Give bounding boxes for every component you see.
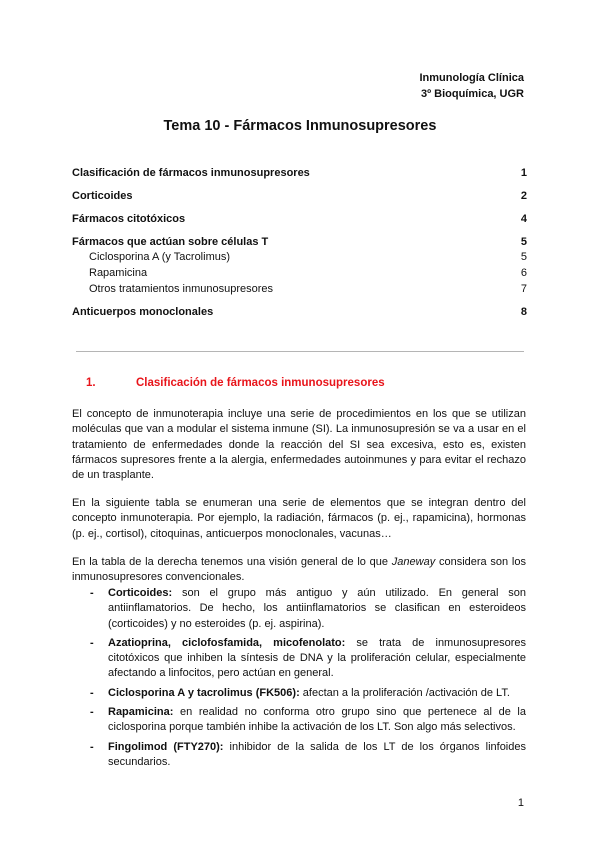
list-item-text: afectan a la proliferación /activación de LT. — [299, 686, 510, 699]
course-year: 3º Bioquímica, UGR — [420, 88, 524, 100]
toc-entry-page: 7 — [520, 283, 527, 295]
toc-entry-page: 5 — [520, 236, 527, 248]
document-title: Tema 10 - Fármacos Inmunosupresores — [163, 118, 437, 134]
bullet-dash: - — [90, 636, 94, 649]
toc-entry-label: Otros tratamientos inmunosupresores — [89, 283, 274, 295]
toc-entry-label: Clasificación de fármacos inmunosupresores — [72, 167, 310, 179]
divider-line — [76, 351, 524, 352]
toc-entry-page: 8 — [520, 306, 527, 318]
toc-entry-label: Corticoides — [72, 190, 133, 202]
toc-entry[interactable] — [72, 306, 527, 318]
list-item-text: se trata de inmunosupresores citotóxicos que inhiben la síntesis de DNA y la proliferación celular, especialmente afectando a linfocitos, pero actúan en general. — [108, 636, 526, 680]
toc-entry[interactable] — [72, 251, 527, 263]
toc-entry-label: Fármacos que actúan sobre células T — [72, 236, 269, 248]
list-item — [72, 636, 526, 682]
toc-entry-page: 2 — [520, 190, 527, 202]
course-name: Inmunología Clínica — [419, 72, 524, 84]
toc-entry[interactable] — [72, 213, 527, 225]
toc-entry[interactable] — [72, 236, 527, 248]
list-item — [72, 705, 526, 736]
section-heading — [86, 377, 385, 389]
list-item-term: Azatioprina, ciclofosfamida, micofenolato: — [108, 636, 346, 649]
drug-list — [72, 586, 526, 774]
course-header — [419, 70, 524, 102]
page-number: 1 — [517, 797, 524, 809]
list-item-term: Ciclosporina A y tacrolimus (FK506): — [108, 686, 300, 699]
bullet-dash: - — [90, 686, 94, 699]
list-item — [72, 740, 526, 771]
toc-entry-page: 5 — [520, 251, 527, 263]
bullet-dash: - — [90, 587, 94, 599]
paragraph-table-desc: En la siguiente tabla se enumeran una serie de elementos que se integran dentro del concepto inmunoterapia. Por ejemplo, la radiación, fármacos (p. ej., rapamicina), hormonas (p. ej., cortisol), citoquinas, anticuerpos monoclonales, vacunas… — [72, 497, 526, 540]
list-item-term: Fingolimod (FTY270): — [108, 740, 224, 753]
paragraph-janeway — [72, 555, 526, 586]
list-item — [72, 686, 526, 701]
list-item-text: son el grupo más antiguo y aún utilizado. En general son antiinflamatorios. De hecho, los antiinflamatorios se clasifican en esteroideos (corticoides) y no esteroides (p. ej. aspirina). — [108, 587, 526, 630]
section-number: 1. — [86, 377, 96, 389]
toc-entry[interactable] — [72, 283, 527, 295]
section-title: Clasificación de fármacos inmunosupresores — [136, 377, 385, 389]
toc-entry-label: Rapamicina — [89, 267, 148, 279]
toc-entry-page: 6 — [520, 267, 527, 279]
list-item-term: Rapamicina: — [108, 706, 174, 719]
bullet-dash: - — [90, 740, 94, 753]
bullet-dash: - — [90, 706, 94, 719]
p3-text-before: En la tabla de la derecha tenemos una visión general de lo que — [72, 556, 392, 568]
paragraph-intro: El concepto de inmunoterapia incluye una serie de procedimientos en los que se utilizan moléculas que van a modular el sistema inmune (SI). La inmunosupresión se va a usar en el tratamiento de enfermedades donde la reacción del SI sea excesiva, esto es, existen fármacos supresores frente a la alergia, enfermedades autoinmunes y para evitar el rechazo de un trasplante. — [72, 408, 526, 482]
p3-text-after: considera son los inmunosupresores convencionales. — [72, 556, 526, 584]
toc-entry[interactable] — [72, 267, 527, 279]
toc-entry-page: 1 — [520, 167, 527, 179]
toc-entry[interactable] — [72, 167, 527, 179]
toc-entry[interactable] — [72, 190, 527, 202]
toc-entry-label: Fármacos citotóxicos — [72, 213, 186, 225]
list-item-text: en realidad no conforma otro grupo sino que pertenece al de la ciclosporina porque también inhibe la activación de los LT. Son algo más selectivos. — [108, 706, 526, 734]
toc-entry-page: 4 — [520, 213, 527, 225]
list-item-term: Corticoides: — [108, 587, 173, 599]
toc-entry-label: Ciclosporina A (y Tacrolimus) — [89, 251, 231, 263]
toc-entry-label: Anticuerpos monoclonales — [72, 306, 214, 318]
p3-italic-author: Janeway — [391, 556, 436, 568]
list-item-text: inhibidor de la salida de los LT de los órganos linfoides secundarios. — [108, 740, 526, 768]
list-item — [72, 586, 526, 632]
